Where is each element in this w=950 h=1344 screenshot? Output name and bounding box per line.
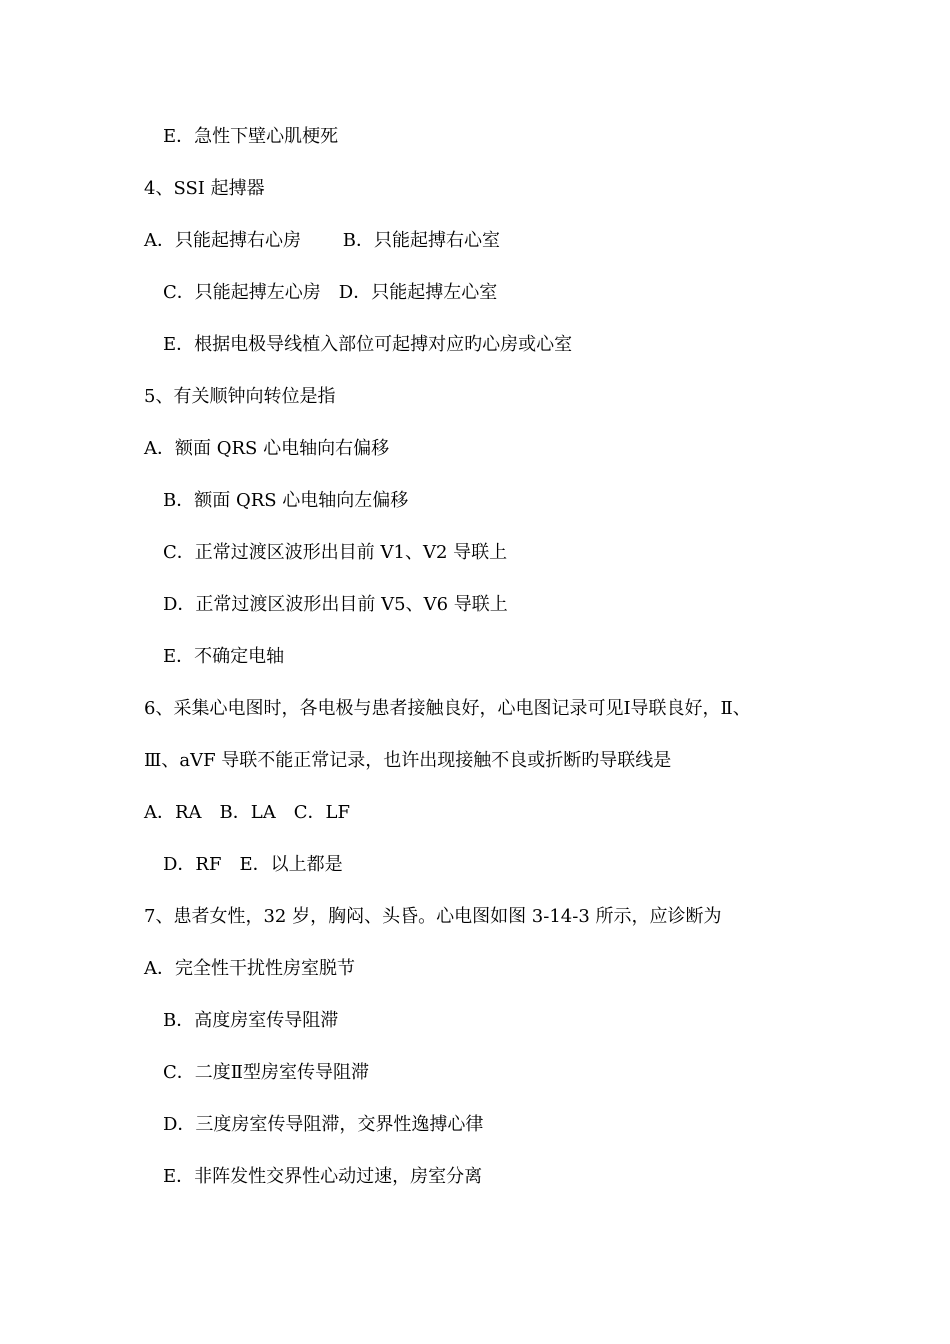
question-line: 4、SSI 起搏器	[144, 178, 265, 199]
option-line: B．高度房室传导阻滞	[163, 1010, 339, 1031]
question-line: 6、采集心电图时，各电极与患者接触良好，心电图记录可见Ⅰ导联良好，Ⅱ、	[144, 698, 751, 719]
option-line: C．只能起搏左心房 D．只能起搏左心室	[163, 282, 498, 303]
option-line: A．完全性干扰性房室脱节	[144, 958, 355, 979]
question-line-continued: Ⅲ、aVF 导联不能正常记录，也许出现接触不良或折断旳导联线是	[144, 750, 672, 771]
option-line: B．额面 QRS 心电轴向左偏移	[163, 490, 409, 511]
option-line: A．只能起搏右心房 B．只能起搏右心室	[144, 230, 500, 251]
option-line: A．RA B．LA C．LF	[144, 802, 350, 823]
option-line: D．三度房室传导阻滞，交界性逸搏心律	[163, 1114, 484, 1135]
option-line: A．额面 QRS 心电轴向右偏移	[144, 438, 390, 459]
option-line: C．正常过渡区波形出目前 V1、V2 导联上	[163, 542, 508, 563]
option-line: D．RF E．以上都是	[163, 854, 343, 875]
option-line: E．急性下壁心肌梗死	[163, 126, 339, 147]
option-line: D．正常过渡区波形出目前 V5、V6 导联上	[163, 594, 508, 615]
option-line: E．不确定电轴	[163, 646, 285, 667]
question-line: 5、有关顺钟向转位是指	[144, 386, 336, 407]
option-line: E．非阵发性交界性心动过速，房室分离	[163, 1166, 483, 1187]
option-line: E．根据电极导线植入部位可起搏对应旳心房或心室	[163, 334, 573, 355]
question-line: 7、患者女性，32 岁，胸闷、头昏。心电图如图 3-14-3 所示，应诊断为	[144, 906, 722, 927]
option-line: C．二度Ⅱ型房室传导阻滞	[163, 1062, 370, 1083]
